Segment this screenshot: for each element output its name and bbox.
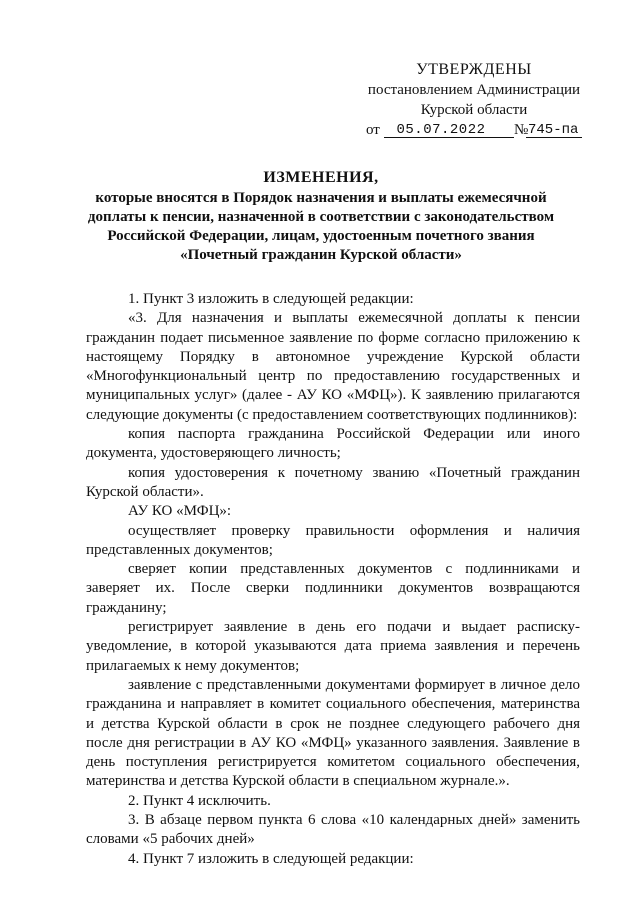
approval-line-2: Курской области <box>420 102 528 118</box>
paragraph: осуществляет проверку правильности оформления и наличия представленных документов; <box>86 522 580 558</box>
date-prefix: от <box>366 122 380 138</box>
number-underline <box>526 137 582 138</box>
approval-number: 745-па <box>528 122 579 138</box>
paragraph: 2. Пункт 4 исключить. <box>128 792 271 809</box>
document-heading <box>80 168 562 265</box>
paragraph: заявление с представленными документами формирует в личное дело гражданина и направляет в комитет социального обеспечения, материнства и детства Курской области в срок не позднее следующего рабочего дня после дня регистрации в АУ КО «МФЦ» указанного заявления. Заявление в день поступления регистрируется комитетом социального обеспечения, материнства и детства Курской области в специальном журнале.». <box>86 676 580 790</box>
paragraph: сверяет копии представленных документов с подлинниками и заверяет их. После сверки подлинники документов возвращаются гражданину; <box>86 561 580 616</box>
approval-title: УТВЕРЖДЕНЫ <box>416 61 532 78</box>
date-underline <box>384 137 514 138</box>
paragraph: 1. Пункт 3 изложить в следующей редакции: <box>128 291 414 307</box>
heading-title: ИЗМЕНЕНИЯ, <box>263 169 379 186</box>
number-prefix: № <box>514 122 529 138</box>
paragraph: 4. Пункт 7 изложить в следующей редакции: <box>128 850 414 867</box>
heading-subtitle: которые вносятся в Порядок назначения и выплаты ежемесячной доплаты к пенсии, назначенной в соответствии с законодательством Российской Федерации, лицам, удостоенным почетного звания «Почетный гражданин Курской области» <box>87 190 555 263</box>
paragraph: копия удостоверения к почетному званию «Почетный гражданин Курской области». <box>86 464 580 500</box>
approval-date-line <box>366 120 582 140</box>
document-body <box>86 290 580 869</box>
paragraph: АУ КО «МФЦ»: <box>128 503 232 520</box>
paragraph: копия паспорта гражданина Российской Федерации или иного документа, удостоверяющего личность; <box>86 426 580 462</box>
paragraph: 3. В абзаце первом пункта 6 слова «10 календарных дней» заменить словами «5 рабочих дней» <box>86 812 580 848</box>
approval-date: 05.07.2022 <box>396 122 486 138</box>
approval-block <box>366 60 582 140</box>
paragraph: регистрирует заявление в день его подачи и выдает расписку-уведомление, в которой указываются дата приема заявления и перечень прилагаемых к нему документов; <box>86 619 580 674</box>
approval-line-1: постановлением Администрации <box>367 82 581 98</box>
paragraph: «3. Для назначения и выплаты ежемесячной доплаты к пенсии гражданин подает письменное заявление по форме согласно приложению к настоящему Порядку в автономное учреждение Курской области «Многофункциональный центр по предоставлению государственных и муниципальных услуг» (далее - АУ КО «МФЦ»). К заявлению прилагаются следующие документы (с предоставлением соответствующих подлинников): <box>86 310 580 423</box>
